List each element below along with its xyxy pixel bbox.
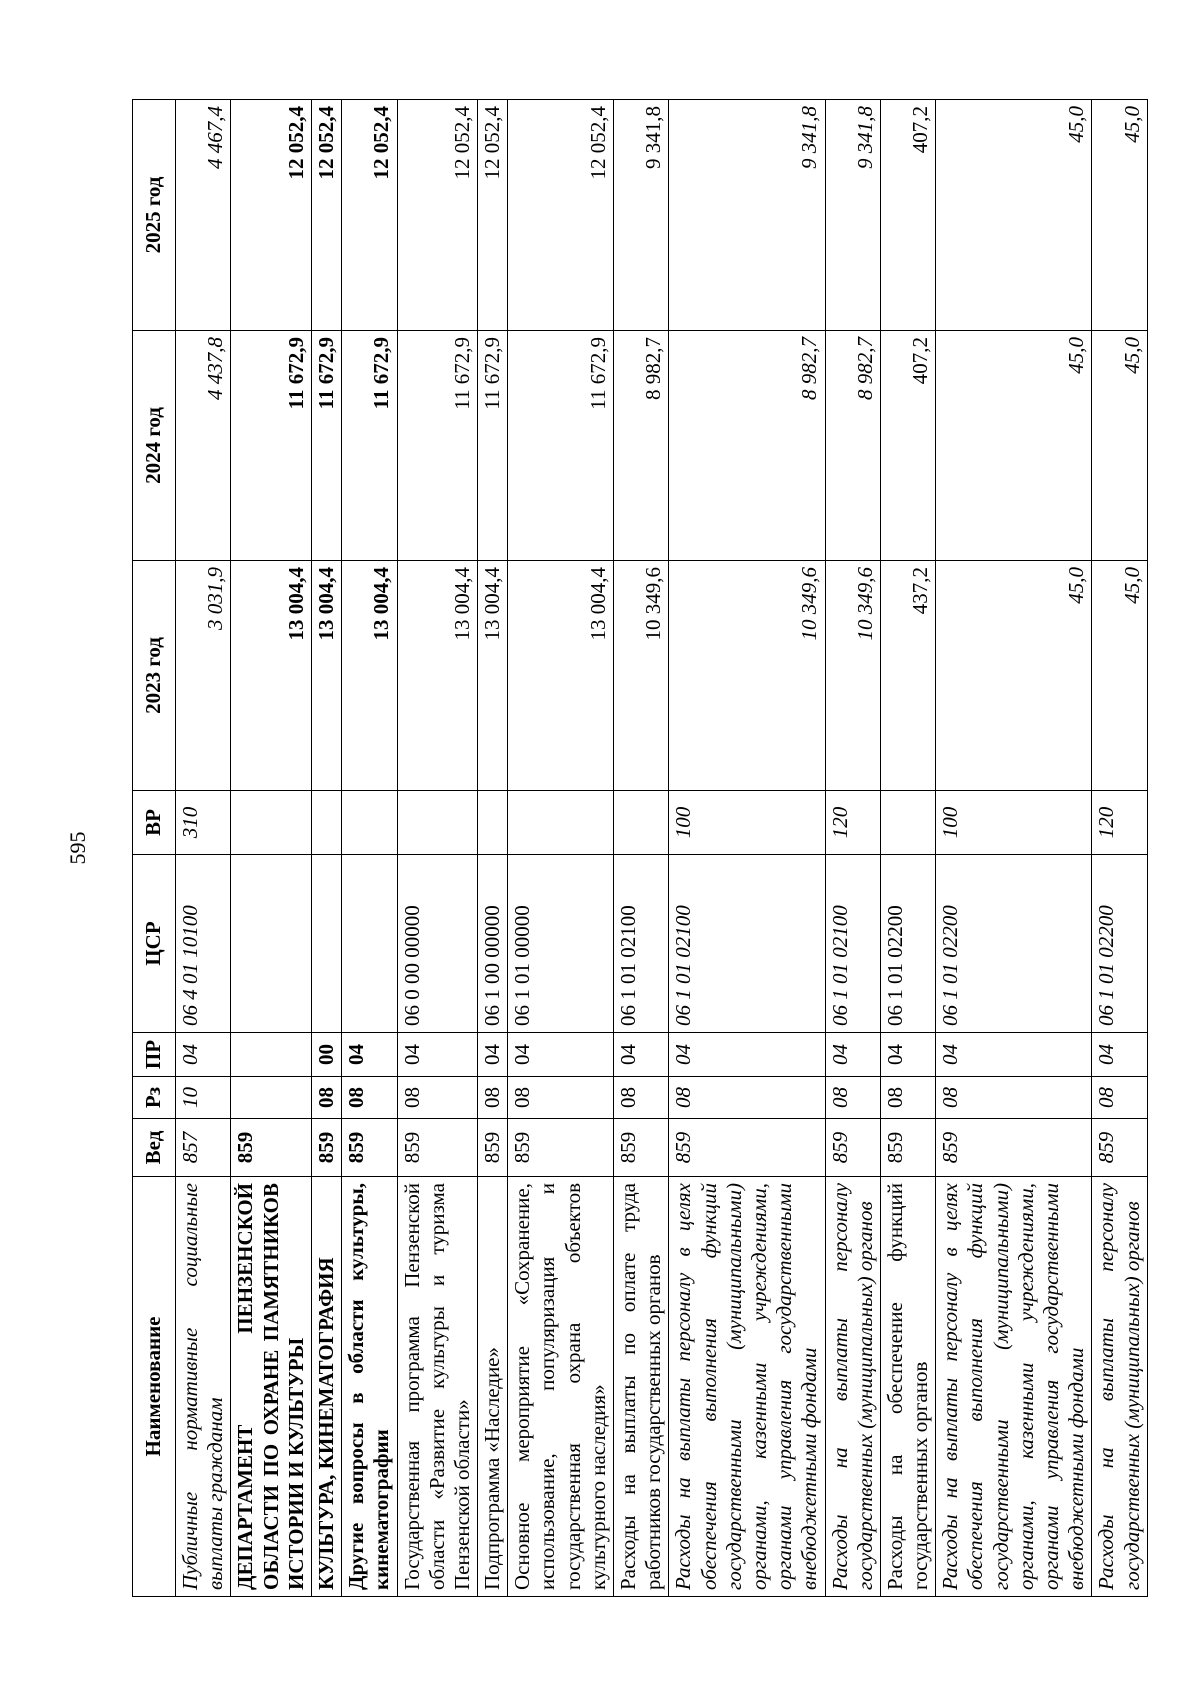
row-2024: 11 672,9 [397,331,478,561]
header-csr: ЦСР [133,855,176,1033]
table-row [478,100,508,1597]
row-2024: 407,2 [880,331,935,561]
row-pr: 04 [478,1033,508,1077]
row-vr [342,791,397,855]
row-2025: 12 052,4 [311,100,341,331]
header-2024: 2024 год [133,331,176,561]
row-pr: 04 [176,1033,231,1077]
row-vr [508,791,614,855]
row-2025: 12 052,4 [397,100,478,331]
row-rz: 08 [311,1077,341,1119]
row-rz: 08 [478,1077,508,1119]
row-vr: 310 [176,791,231,855]
row-vr: 120 [1092,791,1147,855]
row-ved: 859 [231,1119,312,1177]
header-rz: Рз [133,1077,176,1119]
row-name: Расходы на выплаты персоналу в целях обеспечения выполнения функций государственными (муниципальными) органами, казенными учреждениями, органами управления государственными внебюджетными фондами [936,1177,1092,1597]
row-2025: 12 052,4 [342,100,397,331]
budget-table [132,99,1148,1597]
row-ved: 859 [508,1119,614,1177]
row-vr [397,791,478,855]
row-pr: 04 [342,1033,397,1077]
row-rz: 08 [1092,1077,1147,1119]
row-rz [231,1077,312,1119]
row-2023: 3 031,9 [176,561,231,791]
table-row [880,100,935,1597]
row-csr: 06 1 01 02200 [936,855,1092,1033]
row-pr: 00 [311,1033,341,1077]
table-row [176,100,231,1597]
row-name: Основное мероприятие «Сохранение, использование, популяризация и государственная охрана объектов культурного наследия» [508,1177,614,1597]
table-row [311,100,341,1597]
page-number: 595 [65,831,90,865]
row-csr: 06 1 01 02100 [669,855,825,1033]
row-pr: 04 [936,1033,1092,1077]
row-vr: 120 [825,791,880,855]
header-row [133,100,176,1597]
row-csr: 06 1 01 02200 [1092,855,1147,1033]
row-rz: 08 [669,1077,825,1119]
row-name: Расходы на выплаты персоналу государственных (муниципальных) органов [825,1177,880,1597]
row-2024: 11 672,9 [311,331,341,561]
row-ved: 859 [478,1119,508,1177]
row-ved: 859 [342,1119,397,1177]
row-ved: 859 [311,1119,341,1177]
table-row [508,100,614,1597]
row-2023: 13 004,4 [342,561,397,791]
row-2024: 8 982,7 [614,331,669,561]
row-2024: 45,0 [1092,331,1147,561]
row-ved: 859 [1092,1119,1147,1177]
row-name: КУЛЬТУРА, КИНЕМАТОГРАФИЯ [311,1177,341,1597]
row-2023: 13 004,4 [478,561,508,791]
rotated-table-sheet [132,100,1144,1597]
header-2025: 2025 год [133,100,176,331]
row-2024: 8 982,7 [825,331,880,561]
row-rz: 08 [342,1077,397,1119]
row-pr: 04 [1092,1033,1147,1077]
row-rz: 10 [176,1077,231,1119]
row-2024: 11 672,9 [508,331,614,561]
row-csr: 06 1 01 02100 [825,855,880,1033]
row-pr: 04 [825,1033,880,1077]
row-name: Другие вопросы в области культуры, кинематографии [342,1177,397,1597]
row-2023: 45,0 [1092,561,1147,791]
row-csr: 06 0 00 00000 [397,855,478,1033]
row-rz: 08 [397,1077,478,1119]
row-2024: 8 982,7 [669,331,825,561]
row-2025: 45,0 [1092,100,1147,331]
row-2023: 437,2 [880,561,935,791]
row-2023: 13 004,4 [231,561,312,791]
row-2025: 12 052,4 [508,100,614,331]
row-name: Государственная программа Пензенской области «Развитие культуры и туризма Пензенской области» [397,1177,478,1597]
row-csr [231,855,312,1033]
header-name: Наименование [133,1177,176,1597]
row-csr: 06 1 01 02100 [614,855,669,1033]
header-pr: ПР [133,1033,176,1077]
row-2023: 45,0 [936,561,1092,791]
row-ved: 859 [397,1119,478,1177]
header-ved: Вед [133,1119,176,1177]
row-vr [311,791,341,855]
row-pr: 04 [397,1033,478,1077]
table-row [614,100,669,1597]
row-2023: 13 004,4 [311,561,341,791]
row-2025: 9 341,8 [669,100,825,331]
row-ved: 859 [936,1119,1092,1177]
row-csr: 06 1 01 02200 [880,855,935,1033]
row-pr: 04 [614,1033,669,1077]
row-2024: 45,0 [936,331,1092,561]
row-2023: 10 349,6 [825,561,880,791]
row-rz: 08 [508,1077,614,1119]
row-name: Расходы на выплаты персоналу в целях обеспечения выполнения функций государственными (муниципальными) органами, казенными учреждениями, органами управления государственными внебюджетными фондами [669,1177,825,1597]
row-2024: 11 672,9 [342,331,397,561]
table-row [1092,100,1147,1597]
row-rz: 08 [614,1077,669,1119]
row-csr [311,855,341,1033]
row-pr: 04 [669,1033,825,1077]
row-rz: 08 [936,1077,1092,1119]
row-2024: 11 672,9 [231,331,312,561]
row-2025: 12 052,4 [231,100,312,331]
row-vr: 100 [669,791,825,855]
row-csr: 06 4 01 10100 [176,855,231,1033]
row-vr [880,791,935,855]
row-csr: 06 1 01 00000 [508,855,614,1033]
table-row [342,100,397,1597]
row-2025: 45,0 [936,100,1092,331]
table-row [669,100,825,1597]
row-2023: 10 349,6 [614,561,669,791]
row-name: Публичные нормативные социальные выплаты гражданам [176,1177,231,1597]
row-pr: 04 [508,1033,614,1077]
row-2023: 13 004,4 [508,561,614,791]
row-vr [231,791,312,855]
row-vr [614,791,669,855]
row-2024: 4 437,8 [176,331,231,561]
table-row [231,100,312,1597]
row-rz: 08 [880,1077,935,1119]
row-pr: 04 [880,1033,935,1077]
row-name: ДЕПАРТАМЕНТ ПЕНЗЕНСКОЙ ОБЛАСТИ ПО ОХРАНЕ ПАМЯТНИКОВ ИСТОРИИ И КУЛЬТУРЫ [231,1177,312,1597]
row-name: Расходы на выплаты персоналу государственных (муниципальных) органов [1092,1177,1147,1597]
row-name: Расходы на выплаты по оплате труда работников государственных органов [614,1177,669,1597]
row-name: Расходы на обеспечение функций государственных органов [880,1177,935,1597]
row-ved: 857 [176,1119,231,1177]
row-vr [478,791,508,855]
row-2023: 10 349,6 [669,561,825,791]
row-csr: 06 1 00 00000 [478,855,508,1033]
table-row [397,100,478,1597]
row-ved: 859 [614,1119,669,1177]
row-2025: 9 341,8 [614,100,669,331]
row-2025: 407,2 [880,100,935,331]
row-pr [231,1033,312,1077]
row-ved: 859 [825,1119,880,1177]
table-row [825,100,880,1597]
row-rz: 08 [825,1077,880,1119]
row-csr [342,855,397,1033]
table-row [936,100,1092,1597]
header-2023: 2023 год [133,561,176,791]
row-ved: 859 [880,1119,935,1177]
row-2025: 4 467,4 [176,100,231,331]
row-vr: 100 [936,791,1092,855]
row-name: Подпрограмма «Наследие» [478,1177,508,1597]
row-2023: 13 004,4 [397,561,478,791]
row-ved: 859 [669,1119,825,1177]
header-vr: ВР [133,791,176,855]
row-2025: 9 341,8 [825,100,880,331]
row-2024: 11 672,9 [478,331,508,561]
row-2025: 12 052,4 [478,100,508,331]
